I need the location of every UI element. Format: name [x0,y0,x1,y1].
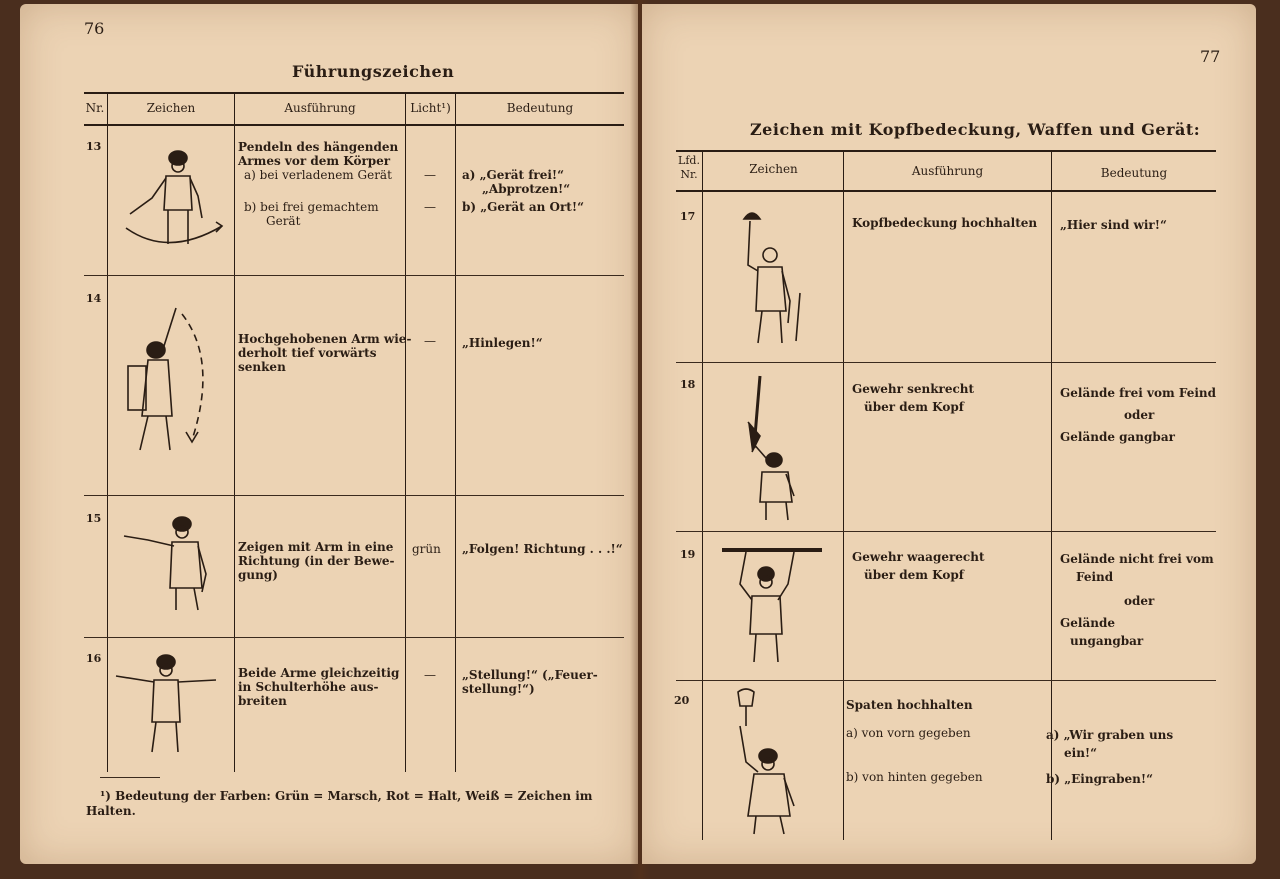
table-column-divider [843,150,844,840]
ausfuehrung-text: Hochgehobenen Arm wie- [238,332,412,346]
header-bedeutung: Bedeutung [506,101,574,115]
bedeutung-text: „Folgen! Richtung . . .!“ [462,542,623,556]
row-number: 13 [86,140,102,153]
row-number: 14 [86,292,102,305]
row-number: 18 [680,378,696,391]
bedeutung-text: oder [1124,408,1155,422]
licht-value: — [424,668,436,682]
footnote-rule [100,777,160,778]
right-page-number: 77 [1200,47,1221,66]
header-zeichen: Zeichen [146,101,196,115]
soldier-figure-rifle-horizontal [718,540,828,666]
bedeutung-text: a) „Wir graben uns [1046,728,1174,742]
licht-value: — [424,168,436,182]
soldier-figure-raised-arm [118,300,228,460]
soldier-figure-rifle-vertical [730,372,820,522]
ausfuehrung-text: Gewehr waagerecht [852,550,985,564]
bedeutung-text: „Hier sind wir!“ [1060,218,1167,232]
left-page-number: 76 [84,19,105,38]
ausfuehrung-text: Beide Arme gleichzeitig [238,666,400,680]
table-rule [676,190,1216,192]
bedeutung-text: Gelände gangbar [1060,430,1175,444]
right-page-title: Zeichen mit Kopfbedeckung, Waffen und Gerät: [750,120,1201,139]
soldier-figure-pointing [118,512,228,616]
row-divider [84,495,624,496]
table-column-divider [234,92,235,772]
row-number: 17 [680,210,696,223]
ausfuehrung-text: Richtung (in der Bewe- [238,554,395,568]
table-column-divider [455,92,456,772]
bedeutung-text: oder [1124,594,1155,608]
ausfuehrung-text: Pendeln des hängenden [238,140,399,154]
header-ausfuehrung: Ausführung [284,101,356,115]
bedeutung-text: Gelände [1060,616,1115,630]
bedeutung-text: „Stellung!“ („Feuer- [462,668,598,682]
bedeutung-text: Gelände frei vom Feind [1060,386,1217,400]
bedeutung-text: stellung!“) [462,682,535,696]
row-number: 20 [674,694,690,707]
bedeutung-text: a) „Gerät frei!“ [462,168,565,182]
row-divider [84,637,624,638]
bedeutung-text: „Abprotzen!“ [482,182,571,196]
header-zeichen: Zeichen [749,162,798,176]
row-divider [676,680,1216,681]
ausfuehrung-text: derholt tief vorwärts [238,346,377,360]
ausfuehrung-text: Spaten hochhalten [846,698,973,712]
ausfuehrung-text: b) bei frei gemachtem [244,200,379,214]
table-rule [84,92,624,94]
table-rule [676,150,1216,152]
bedeutung-text: b) „Gerät an Ort!“ [462,200,585,214]
header-nr: Nr. [85,101,105,115]
ausfuehrung-text: b) von hinten gegeben [846,770,983,784]
ausfuehrung-text: Armes vor dem Körper [238,154,391,168]
header-bedeutung: Bedeutung [1100,166,1168,180]
bedeutung-text: ungangbar [1070,634,1144,648]
table-column-divider [405,92,406,772]
row-divider [676,362,1216,363]
bedeutung-text: Feind [1076,570,1114,584]
header-nr-line2: Nr. [680,168,698,181]
ausfuehrung-text: über dem Kopf [864,568,964,582]
soldier-figure-arms-spread [112,652,222,764]
bedeutung-text: ein!“ [1064,746,1098,760]
table-column-divider [107,92,108,772]
ausfuehrung-text: Kopfbedeckung hochhalten [852,216,1038,230]
licht-value: — [424,200,436,214]
soldier-figure-spade-raised [724,686,814,836]
table-column-divider [702,150,703,840]
row-number: 19 [680,548,696,561]
row-divider [676,531,1216,532]
ausfuehrung-text: a) von vorn gegeben [846,726,971,740]
header-licht: Licht¹) [410,101,451,115]
soldier-figure-swinging-arm [118,148,228,253]
header-ausfuehrung: Ausführung [911,164,984,178]
bedeutung-text: „Hinlegen!“ [462,336,543,350]
row-divider [84,275,624,276]
row-number: 15 [86,512,102,525]
ausfuehrung-text: Zeigen mit Arm in eine [238,540,394,554]
header-nr-line1: Lfd. [678,154,700,167]
ausfuehrung-text: Gewehr senkrecht [852,382,975,396]
soldier-figure-cap-raised [730,205,820,350]
bedeutung-text: b) „Eingraben!“ [1046,772,1153,786]
row-number: 16 [86,652,102,665]
ausfuehrung-text: senken [238,360,286,374]
bedeutung-text: Gelände nicht frei vom [1060,552,1214,566]
table-rule [84,124,624,126]
ausfuehrung-text: in Schulterhöhe aus- [238,680,379,694]
ausfuehrung-text: Gerät [266,214,301,228]
licht-value: — [424,334,436,348]
ausfuehrung-text: a) bei verladenem Gerät [244,168,392,182]
footnote-line: ¹) Bedeutung der Farben: Grün = Marsch, Rot = Halt, Weiß = Zeichen im [100,789,593,803]
ausfuehrung-text: breiten [238,694,287,708]
licht-value: grün [412,542,441,556]
ausfuehrung-text: gung) [238,568,278,582]
left-page-title: Führungszeichen [292,62,455,81]
footnote-line: Halten. [86,804,136,818]
ausfuehrung-text: über dem Kopf [864,400,964,414]
